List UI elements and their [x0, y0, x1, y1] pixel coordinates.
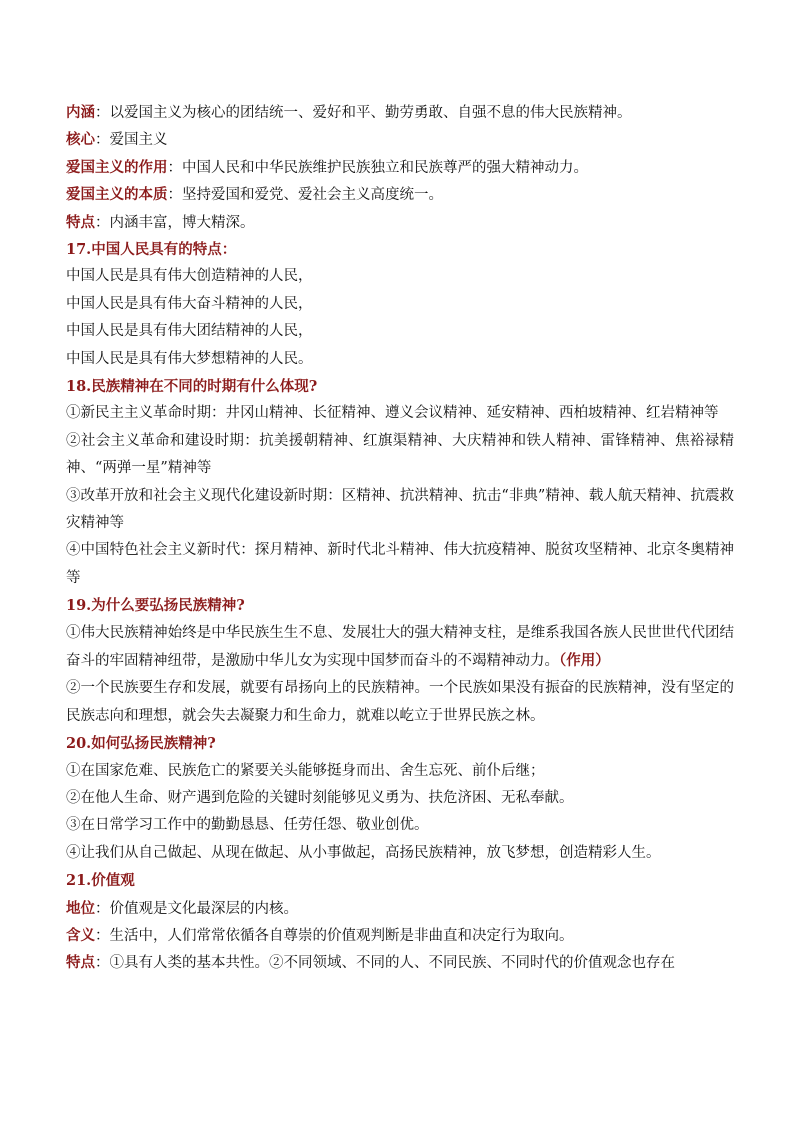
position-label: 地位	[66, 899, 95, 917]
q19-heading: 19.为什么要弘扬民族精神?	[66, 597, 245, 615]
value-feature-text: ：①具有人类的基本共性。②不同领域、不同的人、不同民族、不同时代的价值观念也存在	[95, 955, 675, 972]
connotation-line	[66, 99, 734, 126]
meaning-text: ：生活中，人们常常依循各自尊崇的价值观判断是非曲直和决定行为取向。	[95, 927, 574, 944]
meaning-label: 含义	[66, 926, 95, 944]
document-page	[66, 99, 734, 977]
meaning-line	[66, 922, 734, 949]
q20-heading: 20.如何弘扬民族精神?	[66, 735, 216, 753]
function-text: ：中国人民和中华民族维护民族独立和民族尊严的强大精神动力。	[167, 159, 588, 176]
feature-line	[66, 209, 734, 236]
q19-item-1-note: （作用）	[559, 651, 610, 669]
q17-heading: 17.中国人民具有的特点：	[66, 240, 237, 258]
position-text: ：价值观是文化最深层的内核。	[95, 900, 298, 917]
q18-item: ②社会主义革命和建设时期：抗美援朝精神、红旗渠精神、大庆精神和铁人精神、雷锋精神、焦裕禄精神、“两弹一星”精神等	[66, 432, 734, 477]
q19-item-1-text: ①伟大民族精神始终是中华民族生生不息、发展壮大的强大精神支柱，是维系我国各族人民世世代代团结奋斗的牢固精神纽带，是激励中华儿女为实现中国梦而奋斗的不竭精神动力。	[66, 624, 734, 669]
connotation-label: 内涵	[66, 104, 95, 121]
value-feature-line	[66, 949, 734, 976]
function-label: 爱国主义的作用	[66, 158, 168, 176]
q18-heading: 18.民族精神在不同的时期有什么体现?	[66, 377, 318, 395]
feature-text: ：内涵丰富，博大精深。	[95, 214, 255, 231]
function-line	[66, 154, 734, 181]
q17-item: 中国人民是具有伟大奋斗精神的人民，	[66, 295, 313, 312]
q20-item: ③在日常学习工作中的勤勤恳恳、任劳任怨、敬业创优。	[66, 817, 429, 834]
q17-item: 中国人民是具有伟大创造精神的人民，	[66, 268, 313, 285]
essence-label: 爱国主义的本质	[66, 186, 168, 204]
q18-item: ①新民主主义革命时期：井冈山精神、长征精神、遵义会议精神、延安精神、西柏坡精神、红岩精神等	[66, 405, 719, 422]
core-text: ：爱国主义	[95, 132, 168, 149]
q18-item: ③改革开放和社会主义现代化建设新时期：区精神、抗洪精神、抗击“非典”精神、载人航天精神、抗震救灾精神等	[66, 487, 734, 531]
q19-item-1	[66, 620, 734, 676]
q20-item: ④让我们从自己做起、从现在做起、从小事做起，高扬民族精神，放飞梦想，创造精彩人生。	[66, 844, 661, 861]
q18-item: ④中国特色社会主义新时代：探月精神、新时代北斗精神、伟大抗疫精神、脱贫攻坚精神、北京冬奥精神等	[66, 542, 734, 586]
essence-text: ：坚持爱国和爱党、爱社会主义高度统一。	[167, 187, 443, 204]
feature-label: 特点	[66, 213, 95, 231]
q17-item: 中国人民是具有伟大梦想精神的人民。	[66, 350, 313, 367]
q19-item-2: ②一个民族要生存和发展，就要有昂扬向上的民族精神。一个民族如果没有振奋的民族精神，没有坚定的民族志向和理想，就会失去凝聚力和生命力，就难以屹立于世界民族之林。	[66, 680, 734, 724]
core-line	[66, 126, 734, 153]
connotation-text: ：以爱国主义为核心的团结统一、爱好和平、勤劳勇敢、自强不息的伟大民族精神。	[95, 105, 632, 121]
position-line	[66, 895, 734, 922]
value-feature-label: 特点	[66, 954, 95, 972]
q21-heading: 21.价值观	[66, 872, 135, 890]
q20-item: ②在他人生命、财产遇到危险的关键时刻能够见义勇为、扶危济困、无私奉献。	[66, 789, 574, 806]
essence-line	[66, 181, 734, 208]
q17-item: 中国人民是具有伟大团结精神的人民，	[66, 323, 313, 340]
q20-item: ①在国家危难、民族危亡的紧要关头能够挺身而出、舍生忘死、前仆后继；	[66, 762, 545, 779]
core-label: 核心	[66, 131, 95, 149]
